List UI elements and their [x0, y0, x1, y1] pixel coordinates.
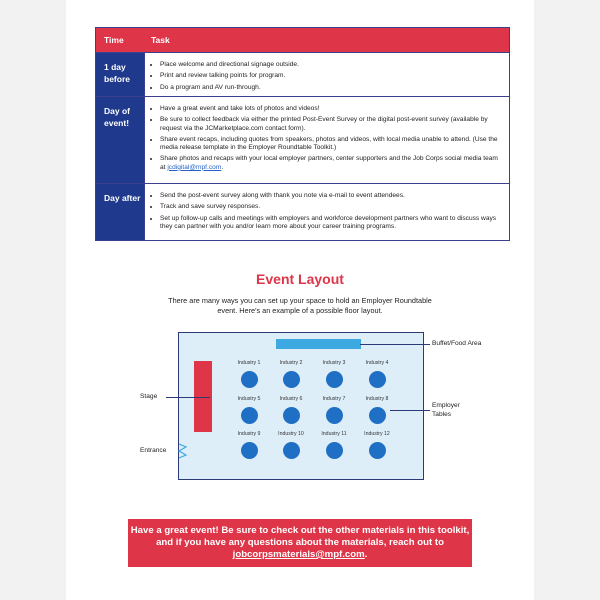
- employer-table: [355, 360, 399, 388]
- task-item: • Place welcome and directional signage outside.: [160, 61, 501, 69]
- stage-callout-line: [166, 397, 210, 398]
- task-item: • Set up follow-up calls and meetings with employers and workforce development partners who want to discuss ways they can partner with you and/or learn more about your career training programs.: [160, 215, 501, 232]
- table-label: Industry 10: [278, 431, 304, 437]
- banner-suffix: .: [364, 549, 368, 560]
- time-cell: Day after: [96, 184, 144, 240]
- task-item: • Do a program and AV run-through.: [160, 84, 501, 92]
- table-circle: [241, 371, 258, 388]
- task-item: • Print and review talking points for program.: [160, 72, 501, 80]
- table-circle: [283, 442, 300, 459]
- table-circle: [326, 371, 343, 388]
- table-header: [96, 28, 509, 52]
- document-page: [66, 0, 534, 600]
- employer-table: [355, 431, 399, 459]
- employer-table: [312, 396, 356, 424]
- table-circle: [369, 407, 386, 424]
- buffet-label: Buffet/Food Area: [432, 340, 482, 347]
- task-item: • Send the post-event survey along with thank you note via e-mail to event attendees.: [160, 192, 501, 200]
- table-circle: [283, 407, 300, 424]
- table-circle: [283, 371, 300, 388]
- jobcorps-email-link[interactable]: jobcorpsmaterials@mpf.com: [232, 549, 365, 560]
- table-label: Industry 2: [279, 360, 303, 366]
- time-cell: Day of event!: [96, 97, 144, 183]
- employer-table: [269, 360, 313, 388]
- table-circle: [241, 442, 258, 459]
- task-item: • Be sure to collect feedback via either the printed Post-Event Survey or the digital post-event survey (available by request via the JCMarketplace.com contact form).: [160, 116, 501, 133]
- employer-table: [269, 396, 313, 424]
- table-circle: [326, 442, 343, 459]
- task-cell: [144, 184, 509, 240]
- table-circle: [369, 371, 386, 388]
- entrance-label: Entrance: [140, 447, 167, 454]
- event-timeline-table: [95, 27, 510, 241]
- table-label: Industry 9: [237, 431, 261, 437]
- closing-banner: [128, 519, 472, 567]
- task-item: • Track and save survey responses.: [160, 203, 501, 211]
- entrance-door-icon: [178, 443, 188, 459]
- task-item: • Have a great event and take lots of photos and videos!: [160, 105, 501, 113]
- employer-table: [269, 431, 313, 459]
- event-layout-intro: There are many ways you can set up your space to hold an Employer Roundtable event. Here's an example of a possible floor layout.: [168, 296, 432, 315]
- employer-callout-line: [390, 410, 430, 411]
- table-label: Industry 4: [365, 360, 389, 366]
- task-suffix: .: [221, 163, 224, 171]
- employer-tables-label: Employer Tables: [432, 402, 460, 418]
- table-circle: [241, 407, 258, 424]
- banner-text: Have a great event! Be sure to check out the other materials in this toolkit, and if you have any questions about the materials, reach out to: [130, 525, 470, 548]
- employer-table: [227, 360, 271, 388]
- buffet-area: [276, 339, 361, 349]
- task-item: [160, 155, 501, 172]
- employer-table: [227, 396, 271, 424]
- table-circle: [369, 442, 386, 459]
- table-label: Industry 11: [321, 431, 347, 437]
- task-text: Share photos and recaps with your local employer partners, center supporters and the Job Corps social media team at: [160, 155, 498, 171]
- employer-table: [227, 431, 271, 459]
- table-label: Industry 7: [322, 396, 346, 402]
- time-cell: 1 day before: [96, 53, 144, 96]
- table-label: Industry 8: [365, 396, 389, 402]
- table-label: Industry 3: [322, 360, 346, 366]
- table-label: Industry 12: [364, 431, 390, 437]
- table-row: [96, 183, 509, 240]
- task-cell: [144, 97, 509, 183]
- table-label: Industry 1: [237, 360, 261, 366]
- table-circle: [326, 407, 343, 424]
- table-label: Industry 5: [237, 396, 261, 402]
- table-row: [96, 52, 509, 96]
- jcdigital-email-link[interactable]: jcdigital@mpf.com: [167, 163, 222, 171]
- event-layout-title: Event Layout: [256, 271, 344, 287]
- stage-label: Stage: [140, 393, 158, 400]
- header-task: Task: [151, 35, 170, 45]
- table-label: Industry 6: [279, 396, 303, 402]
- buffet-callout-line: [360, 344, 430, 345]
- header-time: Time: [104, 35, 124, 45]
- employer-table: [312, 431, 356, 459]
- floor-plan: [178, 332, 424, 480]
- employer-table: [312, 360, 356, 388]
- task-item: • Share event recaps, including quotes from speakers, photos and videos, with local media unable to attend. (Use the media release template in the Employer Roundtable Toolkit.): [160, 136, 501, 153]
- task-cell: [144, 53, 509, 96]
- table-row: [96, 96, 509, 183]
